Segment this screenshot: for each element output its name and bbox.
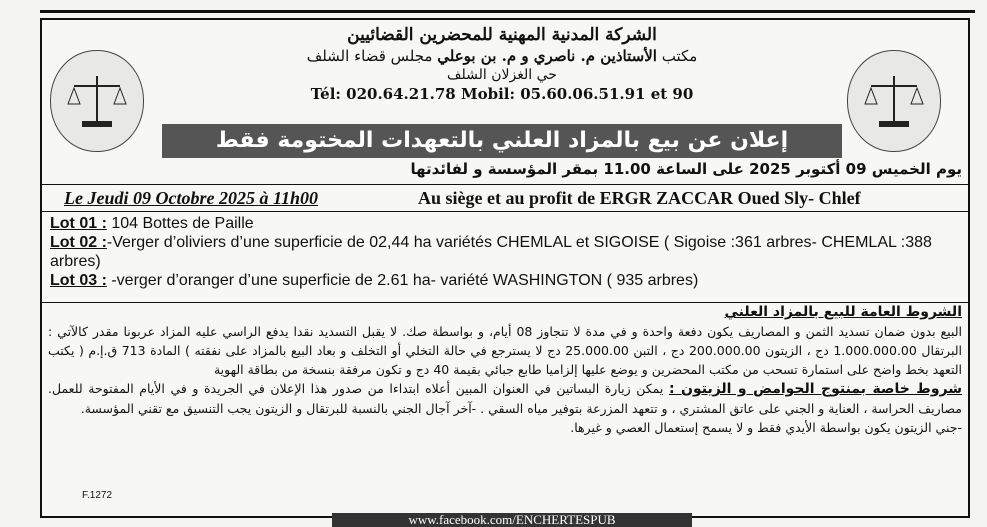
- district: حي الغزلان الشلف: [447, 67, 557, 83]
- office-names: الأستاذين م. ناصري و م. بن بوعلي: [437, 47, 657, 65]
- justice-scale-logo-icon: [847, 50, 941, 152]
- lot-item: [50, 214, 960, 233]
- lot-title: Lot 03 :: [50, 272, 107, 289]
- auction-banner: إعلان عن بيع بالمزاد العلني بالتعهدات المختومة فقط: [162, 124, 842, 158]
- conditions-section: [42, 302, 968, 492]
- office-details: [202, 24, 802, 104]
- date-location-row: [42, 184, 968, 212]
- lot-item: [50, 271, 960, 290]
- facebook-link[interactable]: www.facebook.com/ENCHERTESPUB: [332, 513, 692, 527]
- location-french: Au siège et au profit de ERGR ZACCAR Oued Sly- Chlef: [418, 188, 861, 208]
- date-arabic: يوم الخميس 09 أكتوبر 2025 على الساعة 11.00 بمقر المؤسسة و لفائدتها: [410, 160, 962, 178]
- office-prefix: مكتب: [661, 47, 698, 65]
- conditions-special: يمكن زيارة البساتين في العنوان المبين أعلاه ابتداءا من صدور هذا الإعلان في الجريدة و في الأيام المفتوحة للعمل. مصاريف الحراسة ، العناية و الجني على عاتق المشتري ، و تتعهد المزرعة بتوفير مياه السقي . -آخر آجال الجني بالنسبة للبرتقال و الزيتون يجب التنسيق مع تقني المؤسسة.: [48, 381, 962, 416]
- lot-item: [50, 233, 960, 271]
- office-line: [202, 46, 802, 66]
- phone-numbers: Tél: 020.64.21.78 Mobil: 05.60.06.51.91 et 90: [310, 85, 694, 103]
- announcement-frame: [40, 18, 970, 527]
- justice-scale-logo-icon: [50, 50, 144, 152]
- lot-text: -verger d’oranger d’une superficie de 2.61 ha- variété WASHINGTON ( 935 arbres): [106, 272, 699, 289]
- conditions-special-heading: شروط خاصة بمنتوج الحوامض و الزيتون :: [668, 381, 962, 397]
- company-name: الشركة المدنية المهنية للمحضرين القضائيين: [347, 25, 657, 45]
- conditions-heading: الشروط العامة للبيع بالمزاد العلني: [724, 304, 962, 320]
- office-suffix: مجلس قضاء الشلف: [306, 47, 433, 65]
- lots-list: [50, 214, 960, 290]
- lot-text: 104 Bottes de Paille: [106, 215, 254, 232]
- conditions-harvest: -جني الزيتون يكون بواسطة الأيدي فقط و لا يسمح إستعمال العصي و غيرها.: [570, 420, 962, 435]
- reference-code: F.1272: [82, 490, 113, 501]
- announcement-header: [42, 20, 968, 160]
- date-french: Le Jeudi 09 Octobre 2025 à 11h00: [64, 188, 318, 208]
- lot-title: Lot 01 :: [50, 215, 107, 232]
- lot-text: -Verger d’oliviers d’une superficie de 02,44 ha variétés CHEMLAL et SIGOISE ( Sigoise :361 arbres- CHEMLAL :388 arbres): [50, 234, 932, 270]
- conditions-general: البيع بدون ضمان تسديد الثمن و المصاريف يكون دفعة واحدة و في مدة لا تتجاوز 08 أيام، و بواسطة صك. لا يقبل التسديد نقدا يدفع الراسي عليه المزاد عربونا مقدر كالآتي : البرتقال 1.000.000.00 دج ، الزيتون 200.000.00 دج ، التبن 25.000.00 دج لا يسترجع في حالة التخلي أو التخلف و بعاد البيع بالمزاد على نفقته ) المادة 713 ق.إ.م ( يكتب التعهد بخط واضح على استمارة تسحب من مكتب المحضرين و يوضع عليها إلزاميا طابع جبائي بقيمة 40 دج و تكون مرفقة بنسخة من بطاقة الهوية: [48, 324, 963, 377]
- top-rule: [40, 10, 975, 13]
- lot-title: Lot 02 :: [50, 234, 107, 251]
